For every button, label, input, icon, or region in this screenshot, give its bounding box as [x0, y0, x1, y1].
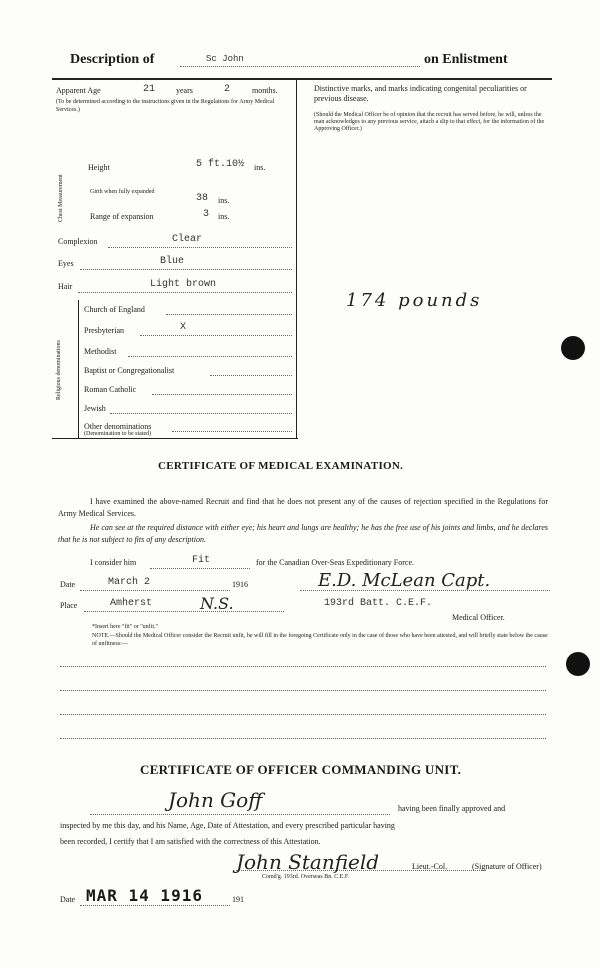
- religion-line: [110, 413, 292, 414]
- commanding-unit-line: Comd'g. 193rd. Overseas Bn. C.E.F.: [262, 874, 350, 880]
- religion-label: Religious denominations: [56, 340, 62, 400]
- medical-officer-label: Medical Officer.: [452, 613, 505, 622]
- commanding-date-label: Date: [60, 895, 76, 904]
- province-value: N.S.: [200, 594, 234, 613]
- range-value: 3: [203, 209, 210, 220]
- punch-hole: [566, 652, 590, 676]
- column-divider: [296, 78, 297, 438]
- ins-label-girth: ins.: [218, 196, 230, 205]
- religion-line: [152, 394, 292, 395]
- marks-heading: Distinctive marks, and marks indicating congenital peculiarities or previous disease.: [314, 84, 527, 103]
- place-label: Place: [60, 601, 78, 610]
- complexion-label: Complexion: [58, 237, 98, 246]
- place-line: [84, 611, 284, 612]
- apparent-age-label: Apparent Age: [56, 86, 101, 95]
- fit-line: [150, 568, 250, 569]
- punch-hole: [561, 336, 585, 360]
- religion-line: [140, 335, 292, 336]
- height-value: 5 ft.10½: [196, 159, 245, 170]
- title-right: on Enlistment: [424, 52, 508, 67]
- recruit-signature: John Goff: [168, 788, 263, 812]
- ins-label-range: ins.: [218, 212, 230, 221]
- recruit-name: Sc John: [206, 54, 244, 64]
- girth-label: Girth when fully expanded: [90, 189, 155, 195]
- age-months: 2: [224, 84, 231, 95]
- religion-line: [172, 431, 292, 432]
- hair-label: Hair: [58, 282, 73, 291]
- eyes-line: [80, 269, 292, 270]
- consider-label: I consider him: [90, 558, 137, 567]
- cause-line-1: [60, 666, 546, 667]
- chest-label: Chest Measurement: [58, 174, 64, 222]
- other-denomination-note: (Denomination to be stated): [84, 431, 152, 437]
- recruit-name-line: [90, 814, 390, 815]
- hair-value: Light brown: [150, 279, 217, 290]
- commanding-signature-line: [236, 870, 486, 871]
- years-label: years: [176, 86, 193, 95]
- commanding-officer-signature: John Stanfield: [236, 850, 380, 874]
- approval-line-2: inspected by me this day, and his Name, Age, Date of Attestation, and every prescribed particular having: [60, 821, 395, 830]
- ins-label-height: ins.: [254, 163, 266, 172]
- medical-date-label: Date: [60, 580, 76, 589]
- fit-footnote: *Insert here "fit" or "unfit.": [92, 624, 158, 630]
- signature-line: [300, 590, 550, 591]
- top-rule: [52, 78, 552, 80]
- height-label: Height: [88, 163, 110, 172]
- commanding-year-suffix: 191: [232, 895, 244, 904]
- eyes-label: Eyes: [58, 259, 74, 268]
- medical-heading: CERTIFICATE OF MEDICAL EXAMINATION.: [158, 460, 404, 472]
- religion-divider: [78, 300, 79, 438]
- officer-rank: Lieut.-Col.: [412, 862, 448, 871]
- weight-note: 174 pounds: [346, 290, 483, 311]
- religion-item: Roman Catholic: [84, 385, 137, 394]
- place-value: Amherst: [110, 598, 153, 609]
- religion-item: Church of England: [84, 305, 145, 314]
- title-left: Description of: [70, 52, 155, 67]
- medical-year: 1916: [232, 580, 248, 589]
- medical-officer-signature: E.D. McLean Capt.: [318, 570, 491, 591]
- medical-para-2: He can see at the required distance with either eye; his heart and lungs are healthy; he has the free use of his joints and limbs, and he declares that he is not subject to fits of any description.: [58, 523, 548, 544]
- force-label: for the Canadian Over-Seas Expeditionary Force.: [256, 558, 415, 567]
- religion-item: Methodist: [84, 347, 117, 356]
- religion-bottom-rule: [52, 438, 298, 439]
- religion-line: [128, 356, 292, 357]
- religion-item: Jewish: [84, 404, 106, 413]
- cause-line-2: [60, 690, 546, 691]
- months-label: months.: [252, 86, 278, 95]
- unit-value: 193rd Batt. C.E.F.: [324, 598, 433, 609]
- complexion-line: [108, 247, 292, 248]
- girth-value: 38: [196, 193, 209, 204]
- range-label: Range of expansion: [90, 212, 154, 221]
- approval-line-tail: having been finally approved and: [398, 804, 506, 813]
- age-note: (To be determined according to the instructions given in the Regulations for Army Medical Services.): [56, 99, 275, 113]
- cause-line-4: [60, 738, 546, 739]
- commanding-date-line: [80, 905, 230, 906]
- eyes-value: Blue: [160, 256, 185, 267]
- medical-date-value: March 2: [108, 577, 151, 588]
- date-stamp: MAR 14 1916: [86, 886, 203, 905]
- medical-note: NOTE.—Should the Medical Officer consider the Recruit unfit, he will fill in the foregoing Certificate only in the case of those who have been attested, and will briefly state below the cause of unfitness:—: [92, 633, 548, 647]
- complexion-value: Clear: [172, 234, 203, 245]
- religion-line: [166, 314, 292, 315]
- presbyterian-mark: X: [180, 322, 187, 333]
- medical-para-1: I have examined the above-named Recruit and find that he does not present any of the causes of rejection specified in the Regulations for Army Medical Services.: [58, 497, 548, 518]
- cause-line-3: [60, 714, 546, 715]
- hair-line: [78, 292, 292, 293]
- commanding-heading: CERTIFICATE OF OFFICER COMMANDING UNIT.: [140, 762, 462, 777]
- religion-line: [210, 375, 292, 376]
- religion-item: Baptist or Congregationalist: [84, 366, 175, 375]
- marks-note: (Should the Medical Officer be of opinion that the recruit has served before, he will, unless the man acknowledges to any previous service, attach a slip to that effect, for the information of the Approving Officer.): [314, 112, 545, 132]
- medical-date-line: [80, 590, 230, 591]
- name-dotted-line: [180, 66, 420, 67]
- religion-item: Presbyterian: [84, 326, 124, 335]
- signature-of-officer-label: (Signature of Officer): [472, 862, 542, 871]
- age-years: 21: [143, 84, 156, 95]
- religion-item: Other denominations: [84, 422, 152, 431]
- fit-value: Fit: [192, 555, 211, 566]
- approval-line-3: been recorded, I certify that I am satisfied with the correctness of this Attestation.: [60, 837, 321, 846]
